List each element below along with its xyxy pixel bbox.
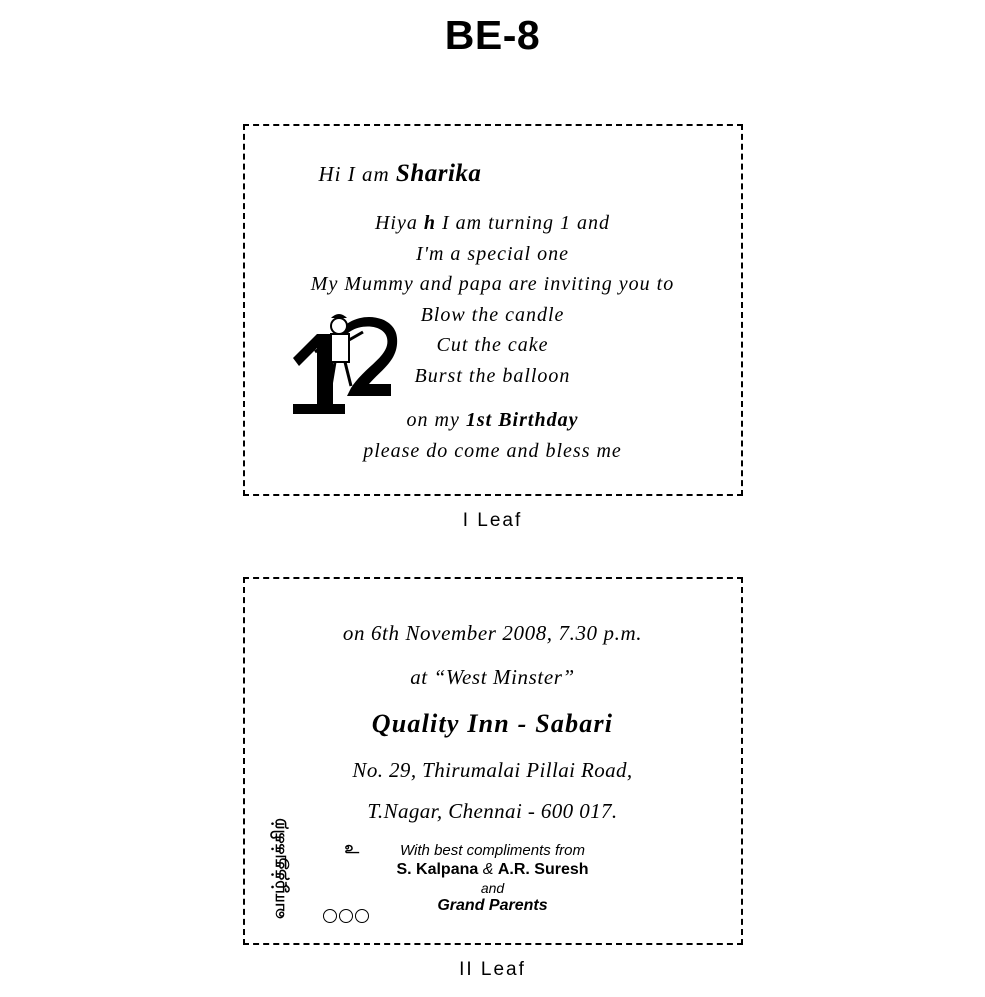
invitation-card-leaf-1 (243, 124, 743, 496)
page-title: BE-8 (444, 12, 541, 58)
leaf-2-block (0, 577, 985, 981)
invitation-card-leaf-2 (243, 577, 743, 945)
compliments-from-label: With best compliments from (400, 842, 585, 859)
verse-block (275, 208, 711, 466)
verse-line-3: My Mummy and papa are inviting you to (310, 273, 675, 295)
host-amp: & (478, 861, 498, 878)
event-address-line-2: T.Nagar, Chennai - 600 017. (367, 799, 618, 823)
leaf-1-caption: I Leaf (462, 510, 523, 531)
greeting-line (319, 160, 711, 188)
birthday-number: 1st Birthday (465, 409, 579, 431)
verse-line-6: Burst the balloon (414, 364, 571, 387)
leaf-1-block (0, 124, 985, 532)
verse-line-5: Cut the cake (436, 334, 549, 356)
verse-spacer (275, 391, 711, 405)
closing-line-1: on my 1st Birthday (406, 409, 579, 431)
verse-line-1: Hiya h I am turning 1 and (374, 212, 610, 234)
grand-parents-label: Grand Parents (437, 897, 548, 914)
verse-line-4: Blow the candle (420, 303, 565, 326)
event-date-line: on 6th November 2008, 7.30 p.m. (342, 621, 643, 645)
greeting-prefix: Hi I am (318, 162, 396, 186)
event-venue-name: Quality Inn - Sabari (371, 709, 614, 738)
and-label: and (480, 880, 505, 896)
tamil-blessing-text: வாழ்த்துக்கிற் (268, 817, 288, 919)
compliments-block (245, 842, 741, 915)
host-name-2: A.R. Suresh (497, 861, 589, 878)
verse-bold-word: h (423, 212, 436, 234)
leaf-2-caption: II Leaf (459, 959, 526, 980)
closing-line-2: please do come and bless me (363, 439, 622, 462)
om-symbol-icon: உ (344, 840, 360, 857)
host-names (245, 861, 741, 879)
verse-line-2: I'm a special one (416, 242, 569, 265)
host-name-1: S. Kalpana (396, 861, 479, 878)
child-name: Sharika (395, 160, 482, 187)
event-address-line-1: No. 29, Thirumalai Pillai Road, (352, 758, 633, 782)
event-hall-line: at “West Minster” (410, 665, 575, 689)
